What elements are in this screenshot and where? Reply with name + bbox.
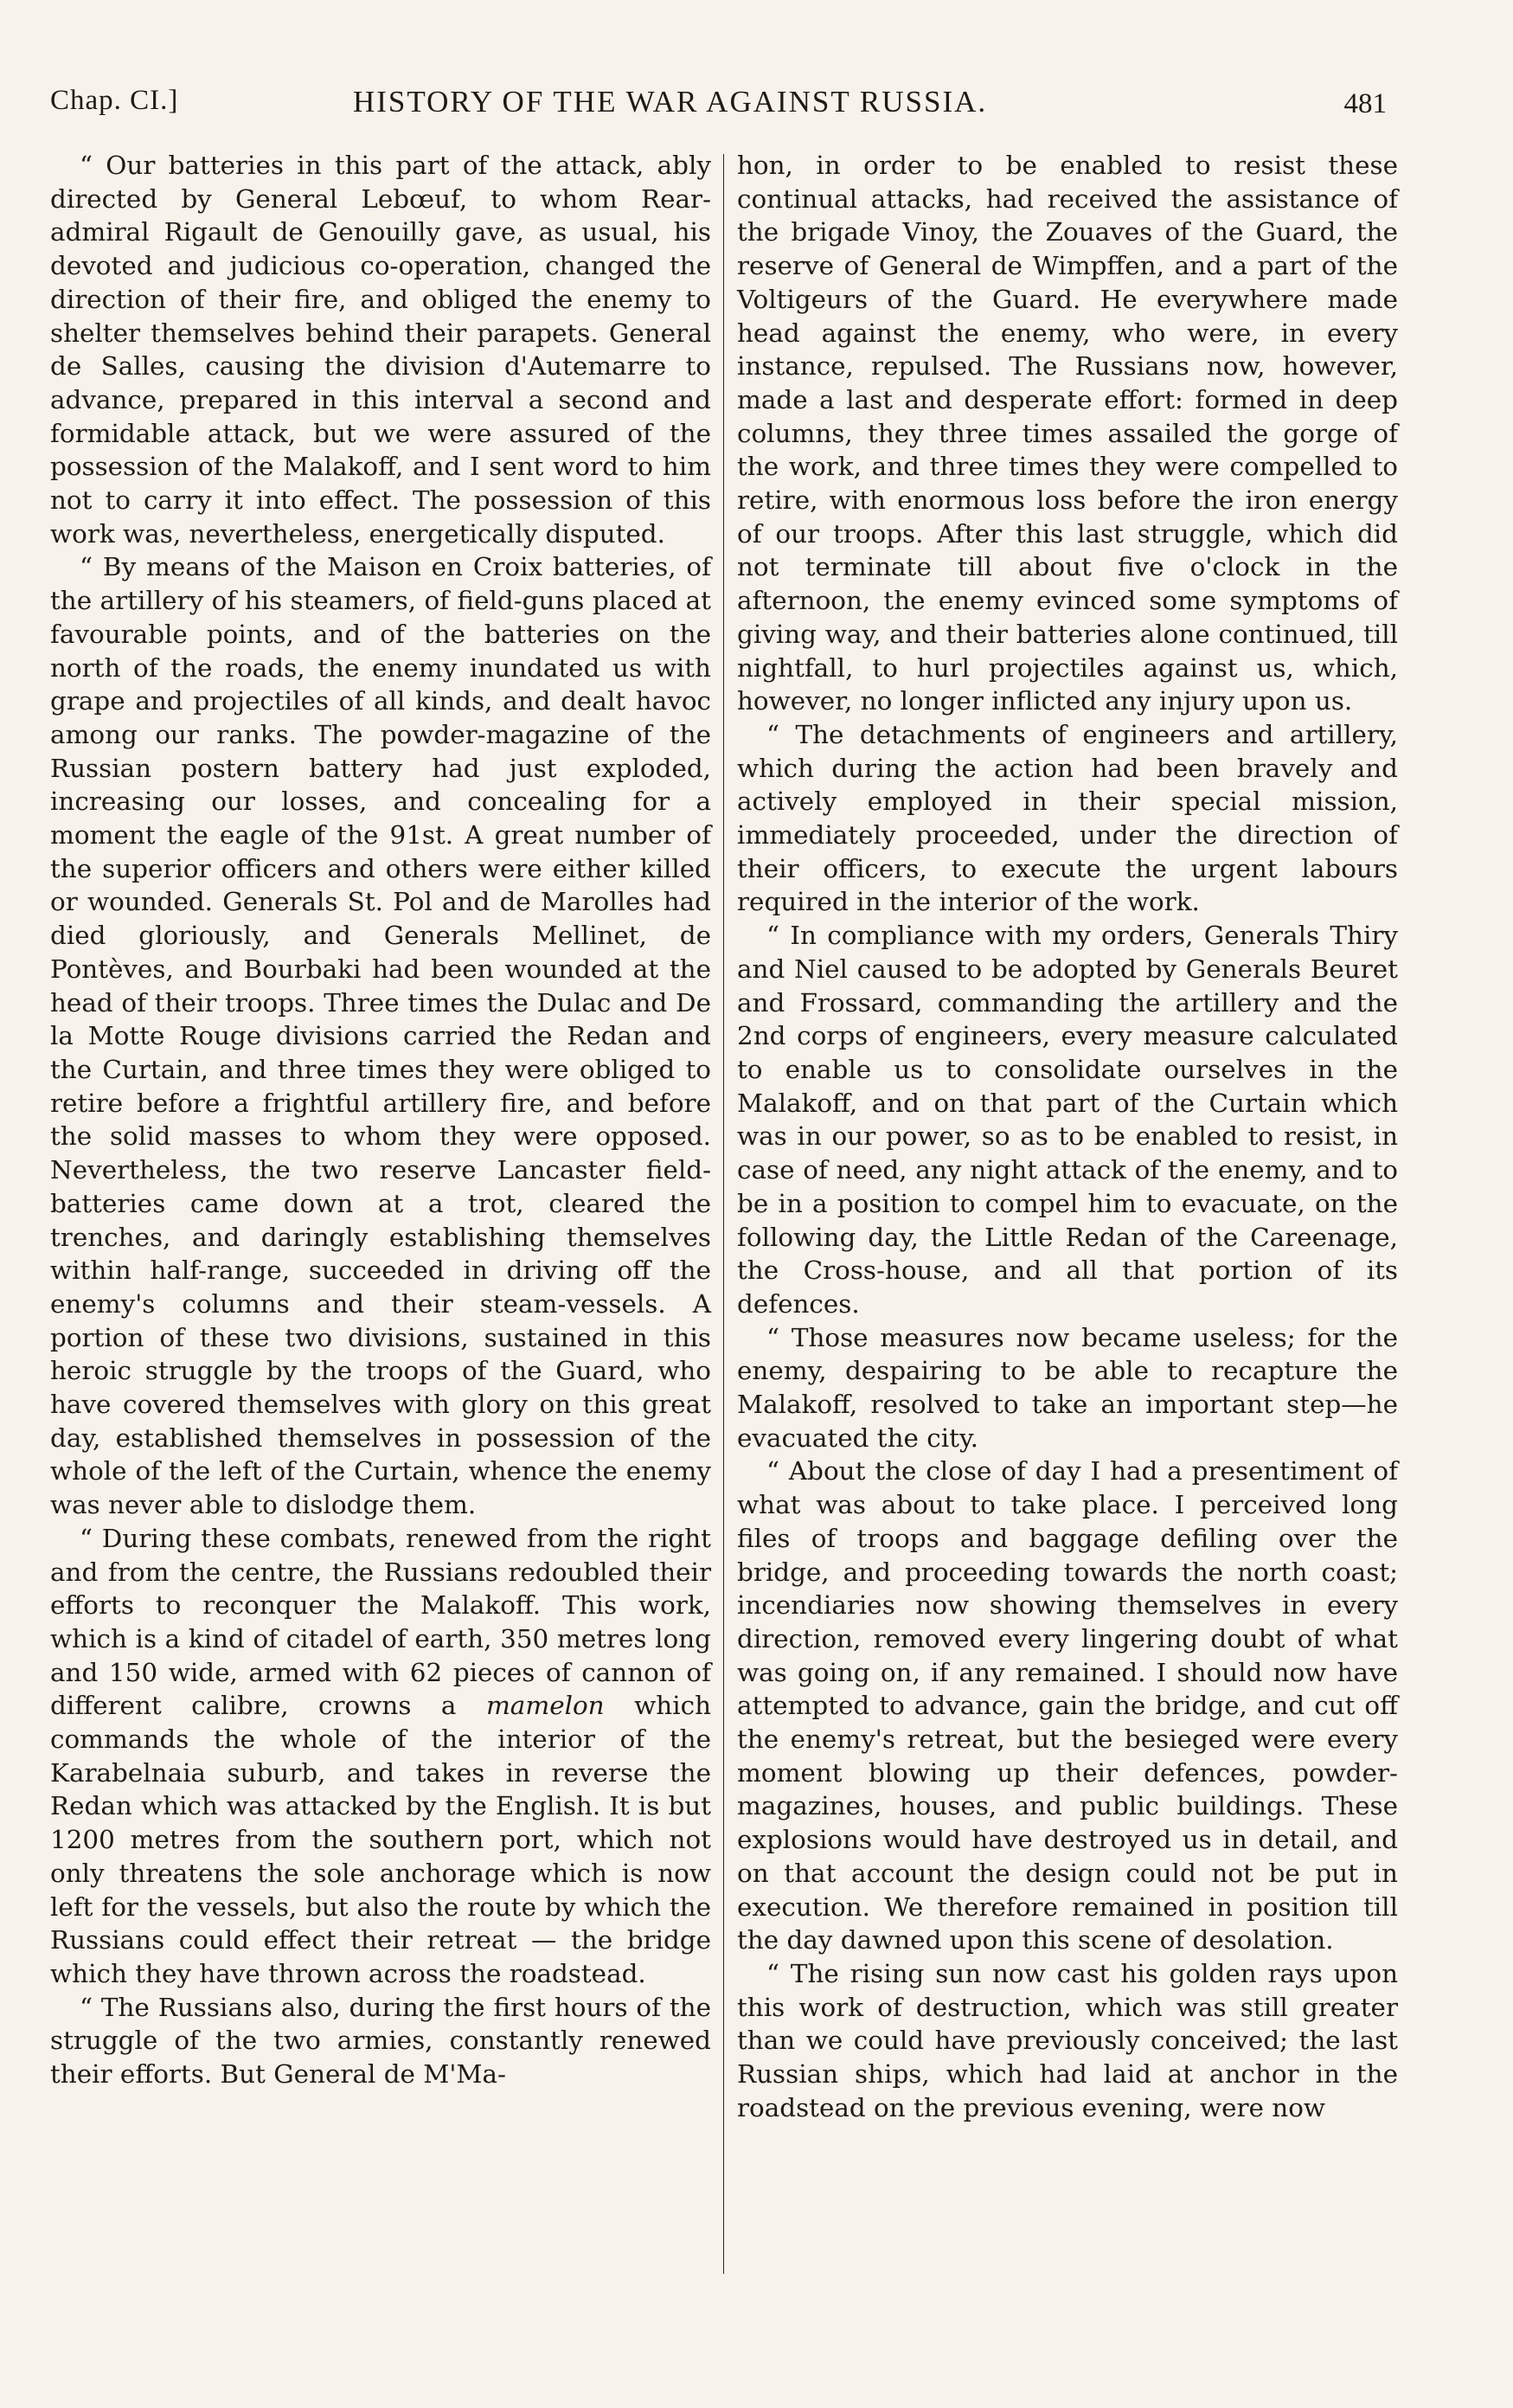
paragraph-text: “ During these combats, renewed from the right and from the centre, the Russians redoubled their efforts to reconquer the Malakoff. This work, which is a kind of citadel of earth, 350 metres long and 150 wide, armed with 62 pieces of cannon of different calibre, crowns a [50, 1523, 711, 1721]
paragraph: “ The detachments of engineers and artillery, which during the action had been bravely and actively employed in their special mission, immediately proceeded, under the direction of their officers, to execute the urgent labours required in the interior of the work. [737, 719, 1398, 917]
paragraph: “ Our batteries in this part of the attack, ably directed by General Lebœuf, to whom Rear-admiral Rigault de Genouilly gave, as usual, his devoted and judicious co-operation, changed the direction of their fire, and obliged the enemy to shelter themselves behind their parapets. General de Salles, causing the division d'Autemarre to advance, prepared in this interval a second and formidable attack, but we were assured of the possession of the Malakoff, and I sent word to him not to carry it into effect. The possession of this work was, nevertheless, energetically disputed. [50, 151, 711, 549]
column-divider [723, 154, 724, 2274]
italic-term: mamelon [485, 1691, 605, 1721]
page-header [50, 85, 1387, 128]
paragraph-text: which commands the whole of the interior of the Karabelnaia suburb, and takes in reverse the Redan which was attacked by the English. It is but 1200 metres from the southern port, which not only threatens the sole anchorage which is now left for the vessels, but also the route by which the Russians could effect their retreat — the bridge which they have thrown across the roadstead. [50, 1691, 711, 1988]
paragraph: “ The rising sun now cast his golden rays upon this work of destruction, which was still greater than we could have previously conceived; the last Russian ships, which had laid at anchor in the roadstead on the previous evening, were now [737, 1958, 1398, 2122]
paragraph: “ Those measures now became useless; for the enemy, despairing to be able to recapture the Malakoff, resolved to take an important step—he evacuated the city. [737, 1322, 1398, 1453]
page-number: 481 [1343, 88, 1387, 119]
paragraph: “ About the close of day I had a presentiment of what was about to take place. I perceived long files of troops and baggage defiling over the bridge, and proceeding towards the north coast; incendiaries now showing themselves in every direction, removed every lingering doubt of what was going on, if any remained. I should now have attempted to advance, gain the bridge, and cut off the enemy's retreat, but the besieged were every moment blowing up their defences, powder-magazines, houses, and public buildings. These explosions would have destroyed us in detail, and on that account the design could not be put in execution. We therefore remained in position till the day dawned upon this scene of desolation. [737, 1456, 1398, 1955]
paragraph: “ In compliance with my orders, Generals Thiry and Niel caused to be adopted by Generals Beuret and Frossard, commanding the artillery and the 2nd corps of engineers, every measure calculated to enable us to consolidate ourselves in the Malakoff, and on that part of the Curtain which was in our power, so as to be enabled to resist, in case of need, any night attack of the enemy, and to be in a position to compel him to evacuate, on the following day, the Little Redan of the Careenage, the Cross-house, and all that portion of its defences. [737, 921, 1398, 1319]
paragraph [50, 1522, 711, 1991]
right-column [737, 149, 1398, 2124]
chapter-label: Chap. CI.] [50, 85, 179, 116]
running-title: HISTORY OF THE WAR AGAINST RUSSIA. [353, 85, 988, 119]
paragraph: “ By means of the Maison en Croix batteries, of the artillery of his steamers, of field-guns placed at favourable points, and of the batteries on the north of the roads, the enemy inundated us with grape and projectiles of all kinds, and dealt havoc among our ranks. The powder-magazine of the Russian postern battery had just exploded, increasing our losses, and concealing for a moment the eagle of the 91st. A great number of the superior officers and others were either killed or wounded. Generals St. Pol and de Marolles had died gloriously, and Generals Mellinet, de Pontèves, and Bourbaki had been wounded at the head of their troops. Three times the Dulac and De la Motte Rouge divisions carried the Redan and the Curtain, and three times they were obliged to retire before a frightful artillery fire, and before the solid masses to whom they were opposed. Nevertheless, the two reserve Lancaster field-batteries came down at a trot, cleared the trenches, and daringly establishing themselves within half-range, succeeded in driving off the enemy's columns and their steam-vessels. A portion of these two divisions, sustained in this heroic struggle by the troops of the Guard, who have covered themselves with glory on this great day, established themselves in possession of the whole of the left of the Curtain, whence the enemy was never able to dislodge them. [50, 552, 711, 1520]
paragraph: hon, in order to be enabled to resist these continual attacks, had received the assistance of the brigade Vinoy, the Zouaves of the Guard, the reserve of General de Wimpffen, and a part of the Voltigeurs of the Guard. He everywhere made head against the enemy, who were, in every instance, repulsed. The Russians now, however, made a last and desperate effort: formed in deep columns, they three times assailed the gorge of the work, and three times they were compelled to retire, with enormous loss before the iron energy of our troops. After this last struggle, which did not terminate till about five o'clock in the afternoon, the enemy evinced some symptoms of giving way, and their batteries alone continued, till nightfall, to hurl projectiles against us, which, however, no longer inflicted any injury upon us. [737, 151, 1398, 716]
paragraph: “ The Russians also, during the first hours of the struggle of the two armies, constantly renewed their efforts. But General de M'Ma- [50, 1992, 711, 2090]
left-column [50, 149, 711, 2091]
